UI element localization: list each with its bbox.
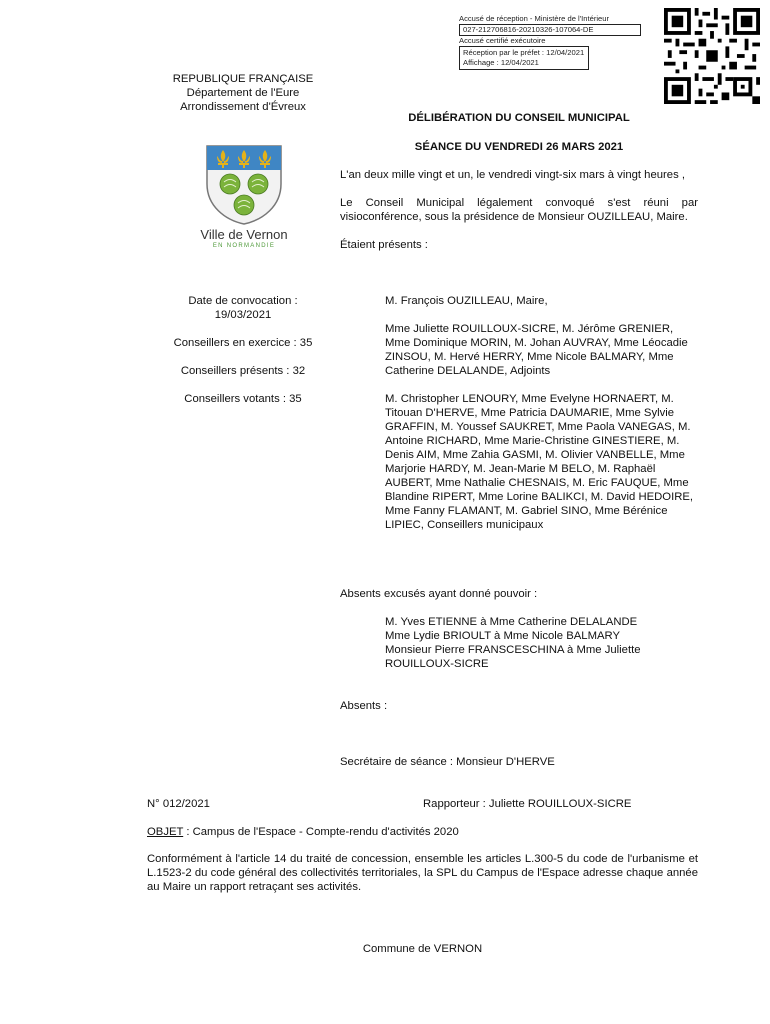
subject-text: : Campus de l'Espace - Compte-rendu d'activités 2020 bbox=[183, 826, 459, 838]
present-label: Étaient présents : bbox=[340, 239, 428, 251]
republic-label: REPUBLIQUE FRANÇAISE bbox=[172, 73, 314, 85]
councillors-in-office: Conseillers en exercice : 35 bbox=[173, 337, 313, 349]
city-name: Ville de Vernon bbox=[200, 227, 288, 242]
stamp-ministry: Accusé de réception - Ministère de l'Intérieur bbox=[459, 14, 610, 23]
footer-commune: Commune de VERNON bbox=[362, 943, 483, 955]
proxies-list bbox=[385, 615, 685, 671]
proxy-item: Mme Lydie BRIOULT à Mme Nicole BALMARY bbox=[385, 630, 621, 642]
intro-paragraph: L'an deux mille vingt et un, le vendredi vingt-six mars à vingt heures , bbox=[340, 169, 686, 181]
stamp-display: Affichage : 12/04/2021 bbox=[463, 58, 539, 67]
session-secretary: Secrétaire de séance : Monsieur D'HERVE bbox=[340, 756, 555, 768]
proxies-label: Absents excusés ayant donné pouvoir : bbox=[340, 588, 538, 600]
coat-of-arms-icon bbox=[203, 144, 285, 226]
proxy-item: Monsieur Pierre FRANSCESCHINA à Mme Juliette ROUILLOUX-SICRE bbox=[385, 644, 641, 670]
attendees-list bbox=[385, 294, 698, 542]
councillors-voting: Conseillers votants : 35 bbox=[184, 393, 302, 405]
convocation-info bbox=[150, 294, 336, 406]
rapporteur: Rapporteur : Juliette ROUILLOUX-SICRE bbox=[423, 798, 632, 810]
subject-label: OBJET bbox=[147, 826, 184, 838]
attendee-councillors: M. Christopher LENOURY, Mme Evelyne HORNAERT, M. Titouan D'HERVE, Mme Patricia DAUMARIE, Mme Sylvie GRAFFIN, M. Youssef SAUKRET, Mme Paola VANEGAS, M. Antoine RICHARD, Mme Marie-Christine GINESTIERE, M. Denis AIM, Mme Zahia GASMI, M. Olivier VANBELLE, Mme Marjorie HARDY, M. Jean-Marie M BELO, M. Raphaël AUBERT, Mme Nathalie CHESNAIS, M. Eric FAUQUE, Mme Blandine RIPERT, Mme Lorine BALIKCI, M. David HEDOIRE, Mme Fanny FLAMANT, M. Gabriel SINO, Mme Bérénice LIPIEC, Conseillers municipaux bbox=[385, 393, 694, 531]
attendee-mayor: M. François OUZILLEAU, Maire, bbox=[385, 295, 548, 307]
stamp-reception: Réception par le préfet : 12/04/2021 bbox=[463, 48, 585, 57]
councillors-present: Conseillers présents : 32 bbox=[180, 365, 306, 377]
convocation-label: Date de convocation : bbox=[188, 295, 298, 307]
convened-paragraph: Le Conseil Municipal légalement convoqué s'est réuni par visioconférence, sous la présidence de Monsieur OUZILLEAU, Maire. bbox=[340, 197, 698, 223]
qr-code-icon bbox=[664, 8, 760, 104]
arrondissement-label: Arrondissement d'Évreux bbox=[180, 101, 306, 113]
absents-label: Absents : bbox=[340, 700, 388, 712]
deliberation-number: N° 012/2021 bbox=[147, 798, 210, 810]
stamp-dates bbox=[459, 46, 589, 70]
city-tagline: EN NORMANDIE bbox=[212, 243, 276, 249]
stamp-certified: Accusé certifié exécutoire bbox=[459, 36, 546, 45]
attendee-adjoints: Mme Juliette ROUILLOUX-SICRE, M. Jérôme GRENIER, Mme Dominique MORIN, M. Johan AUVRAY, Mme Léocadie ZINSOU, M. Hervé HERRY, Mme Nicole BALMARY, Mme Catherine DELALANDE, Adjoints bbox=[385, 323, 688, 377]
opening-text bbox=[340, 168, 698, 252]
stamp-id: 027-212706816-20210326-107064-DE bbox=[459, 24, 641, 36]
receipt-stamp bbox=[459, 14, 644, 70]
body-paragraph: Conformément à l'article 14 du traité de concession, ensemble les articles L.300-5 du code de l'urbanisme et L.1523-2 du code général des collectivités territoriales, la SPL du Campus de l'Espace adresse chaque année au Maire un rapport retraçant ses activités. bbox=[147, 853, 698, 893]
issuing-authority bbox=[150, 72, 336, 114]
subject-line bbox=[147, 825, 698, 839]
session-title: SÉANCE DU VENDREDI 26 MARS 2021 bbox=[414, 141, 624, 153]
document-title: DÉLIBÉRATION DU CONSEIL MUNICIPAL bbox=[408, 112, 630, 124]
proxy-item: M. Yves ETIENNE à Mme Catherine DELALANDE bbox=[385, 616, 638, 628]
convocation-date: 19/03/2021 bbox=[214, 309, 272, 321]
department-label: Département de l'Eure bbox=[186, 87, 300, 99]
